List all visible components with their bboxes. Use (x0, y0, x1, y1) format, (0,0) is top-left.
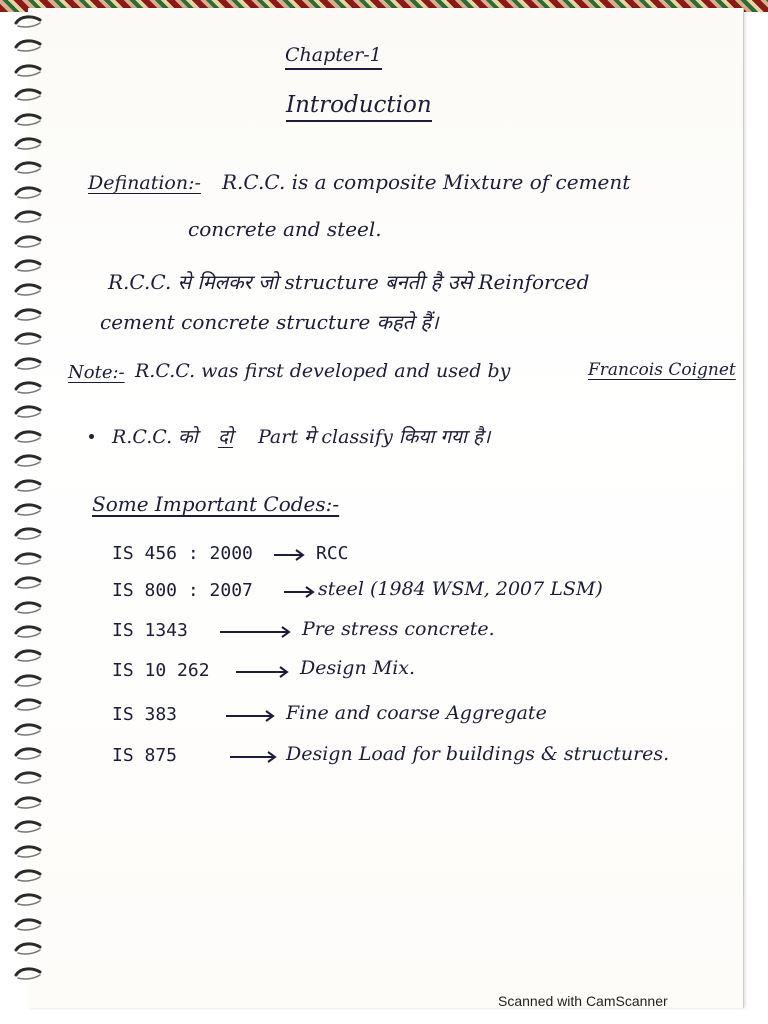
spiral-ring (14, 112, 44, 128)
spiral-ring (14, 917, 44, 933)
spiral-ring (14, 770, 44, 786)
spiral-ring (14, 526, 44, 542)
spiral-ring (14, 404, 44, 420)
spiral-ring (14, 697, 44, 713)
arrow-icon (282, 585, 316, 599)
bullet-prefix: R.C.C. को (112, 426, 198, 448)
bullet-dot (89, 434, 94, 439)
spiral-ring (14, 331, 44, 347)
spiral-ring (14, 746, 44, 762)
code-desc: steel (1984 WSM, 2007 LSM) (318, 578, 603, 600)
spiral-ring (14, 575, 44, 591)
spiral-ring (14, 380, 44, 396)
code-desc: Fine and coarse Aggregate (286, 702, 547, 724)
spiral-ring (14, 453, 44, 469)
arrow-icon (234, 665, 290, 679)
definition-line-1: R.C.C. is a composite Mixture of cement (222, 170, 631, 194)
spiral-ring (14, 941, 44, 957)
note-text: R.C.C. was first developed and used by (135, 360, 511, 382)
page-heading: Introduction (286, 92, 432, 122)
spiral-ring (14, 819, 44, 835)
spiral-ring (14, 14, 44, 30)
spiral-ring (14, 429, 44, 445)
spiral-ring (14, 892, 44, 908)
spiral-ring (14, 38, 44, 54)
arrow-icon (272, 548, 306, 562)
spiral-ring (14, 844, 44, 860)
spiral-ring (14, 868, 44, 884)
spiral-ring (14, 673, 44, 689)
code-desc: Design Load for buildings & structures. (286, 743, 670, 765)
note-label: Note:- (68, 362, 125, 383)
code-desc: Design Mix. (300, 657, 416, 679)
code-id: IS 383 (112, 704, 178, 725)
code-id: IS 456 : 2000 (112, 543, 253, 564)
code-id: IS 10 262 (112, 660, 210, 681)
spiral-ring (14, 209, 44, 225)
arrow-icon (224, 709, 276, 723)
code-id: IS 1343 (112, 620, 188, 641)
code-id: IS 800 : 2007 (112, 580, 253, 601)
spiral-ring (14, 185, 44, 201)
spiral-ring (14, 624, 44, 640)
hindi-note-line-1: R.C.C. से मिलकर जो structure बनती है उसे Reinforced (108, 270, 590, 294)
arrow-icon (228, 750, 278, 764)
spiral-ring (14, 160, 44, 176)
spiral-ring (14, 87, 44, 103)
note-name: Francois Coignet (588, 360, 736, 380)
spiral-ring (14, 136, 44, 152)
spiral-ring (14, 966, 44, 982)
spiral-binding (14, 6, 50, 1006)
code-desc: RCC (316, 543, 349, 564)
definition-label: Defination:- (88, 172, 201, 194)
spiral-ring (14, 795, 44, 811)
code-id: IS 875 (112, 745, 178, 766)
spiral-ring (14, 648, 44, 664)
spiral-ring (14, 63, 44, 79)
definition-line-2: concrete and steel. (188, 217, 382, 241)
spiral-ring (14, 600, 44, 616)
spiral-ring (14, 282, 44, 298)
bullet-underlined: दो (218, 426, 234, 448)
spiral-ring (14, 502, 44, 518)
codes-heading: Some Important Codes:- (92, 492, 340, 516)
hindi-note-line-2: cement concrete structure कहते हैं। (100, 310, 439, 334)
arrow-icon (218, 625, 292, 639)
chapter-title: Chapter-1 (285, 44, 382, 70)
spiral-ring (14, 356, 44, 372)
spiral-ring (14, 307, 44, 323)
spiral-ring (14, 258, 44, 274)
scanner-watermark: Scanned with CamScanner (498, 993, 668, 1009)
spiral-ring (14, 234, 44, 250)
spiral-ring (14, 478, 44, 494)
bullet-suffix: Part मे classify किया गया है। (258, 426, 491, 448)
spiral-ring (14, 551, 44, 567)
code-desc: Pre stress concrete. (302, 618, 495, 640)
spiral-ring (14, 722, 44, 738)
